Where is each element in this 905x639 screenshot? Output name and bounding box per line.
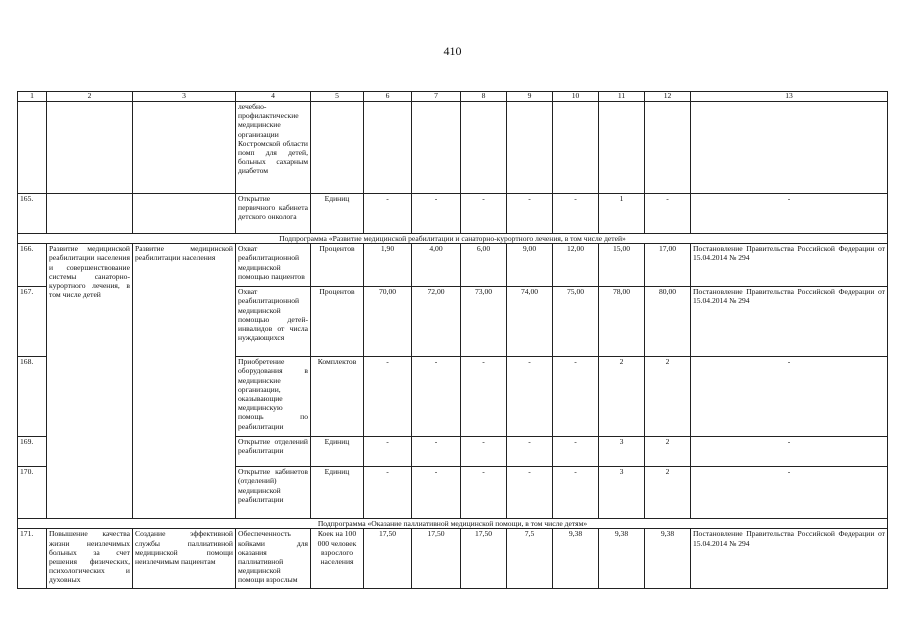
col-header: 10 [553,92,599,102]
value-cell: - [461,194,507,234]
value-cell: 1,90 [364,244,412,287]
value-cell: - [553,467,599,519]
value-cell: 6,00 [461,244,507,287]
legal-basis: Постановление Правительства Российской Федерации от 15.04.2014 № 294 [691,529,888,589]
unit: Единиц [311,467,364,519]
value-cell: 1 [599,194,645,234]
row-number: 165. [18,194,47,234]
task-text: Развитие медицинской реабилитации населения [133,244,236,519]
value-cell: - [412,437,461,467]
table-row [18,529,888,589]
value-cell: - [461,437,507,467]
value-cell: 75,00 [553,287,599,357]
unit: Комплектов [311,357,364,437]
value-cell: 17,50 [461,529,507,589]
legal-basis: - [691,437,888,467]
goal-text: Развитие медицинской реабилитации населения и совершенствование системы санаторно-курортного лечения, в том числе детей [47,244,133,519]
indicators-table [17,91,888,589]
value-cell: 80,00 [645,287,691,357]
col-header: 1 [18,92,47,102]
row-number: 169. [18,437,47,467]
value-cell: - [507,357,553,437]
value-cell: 9,38 [599,529,645,589]
row-number: 168. [18,357,47,437]
value-cell: - [364,357,412,437]
task-text: Создание эффективной службы паллиативной медицинской помощи неизлечимым пациентам [133,529,236,589]
legal-basis: Постановление Правительства Российской Федерации от 15.04.2014 № 294 [691,244,888,287]
value-cell: 74,00 [507,287,553,357]
table-row [18,244,888,287]
value-cell: - [461,357,507,437]
col-header: 11 [599,92,645,102]
value-cell: - [364,467,412,519]
page-number: 410 [443,44,462,58]
value-cell: 9,00 [507,244,553,287]
value-cell: 15,00 [599,244,645,287]
indicator-name: Обеспеченность койками для оказания паллиативной медицинской помощи взрослым [236,529,311,589]
col-header: 2 [47,92,133,102]
value-cell: - [507,467,553,519]
indicator-name: Охват реабилитационной медицинской помощью пациентов [236,244,311,287]
col-header: 13 [691,92,888,102]
indicator-name: лечебно-профилактические медицинские организации Костромской области помп для детей, больных сахарным диабетом [236,102,311,194]
indicator-name: Приобретение оборудования в медицинские организации, оказывающие медицинскую помощь по реабилитации [236,357,311,437]
value-cell: 70,00 [364,287,412,357]
table-row [18,194,888,234]
value-cell: 12,00 [553,244,599,287]
value-cell: - [412,194,461,234]
subprogram-row [18,519,888,529]
value-cell: 9,38 [553,529,599,589]
row-number: 170. [18,467,47,519]
value-cell: 3 [599,437,645,467]
col-header: 5 [311,92,364,102]
unit: Коек на 100 000 человек взрослого населения [311,529,364,589]
value-cell: - [364,437,412,467]
value-cell: - [507,194,553,234]
legal-basis: - [691,194,888,234]
table-row [18,102,888,194]
unit: Единиц [311,437,364,467]
indicator-name: Открытие отделений реабилитации [236,437,311,467]
col-header: 7 [412,92,461,102]
value-cell: - [553,437,599,467]
header-row [18,92,888,102]
value-cell: 9,38 [645,529,691,589]
value-cell: 17,00 [645,244,691,287]
value-cell: - [553,194,599,234]
value-cell: 17,50 [412,529,461,589]
value-cell: 17,50 [364,529,412,589]
value-cell: - [461,467,507,519]
col-header: 8 [461,92,507,102]
unit: Процентов [311,244,364,287]
value-cell: - [412,357,461,437]
subprogram-title: Подпрограмма «Развитие медицинской реабилитации и санаторно-курортного лечения, в том числе детей» [18,234,888,244]
row-number: 171. [18,529,47,589]
value-cell: - [553,357,599,437]
value-cell: 2 [645,357,691,437]
indicator-name: Открытие кабинетов (отделений) медицинской реабилитации [236,467,311,519]
value-cell: 2 [599,357,645,437]
unit: Единиц [311,194,364,234]
value-cell: 78,00 [599,287,645,357]
row-number: 166. [18,244,47,287]
value-cell: 73,00 [461,287,507,357]
goal-text: Повышение качества жизни неизлечимых больных за счет решения физических, психологических и духовных [47,529,133,589]
value-cell: - [645,194,691,234]
col-header: 3 [133,92,236,102]
value-cell: 2 [645,437,691,467]
value-cell: 3 [599,467,645,519]
subprogram-row [18,234,888,244]
indicator-name: Открытие первичного кабинета детского онколога [236,194,311,234]
col-header: 6 [364,92,412,102]
unit: Процентов [311,287,364,357]
row-number: 167. [18,287,47,357]
col-header: 9 [507,92,553,102]
legal-basis: Постановление Правительства Российской Федерации от 15.04.2014 № 294 [691,287,888,357]
value-cell: - [364,194,412,234]
subprogram-title: Подпрограмма «Оказание паллиативной медицинской помощи, в том числе детям» [18,519,888,529]
col-header: 12 [645,92,691,102]
value-cell: - [507,437,553,467]
value-cell: - [412,467,461,519]
legal-basis: - [691,357,888,437]
legal-basis: - [691,467,888,519]
col-header: 4 [236,92,311,102]
value-cell: 7,5 [507,529,553,589]
value-cell: 4,00 [412,244,461,287]
value-cell: 72,00 [412,287,461,357]
indicator-name: Охват реабилитационной медицинской помощью детей-инвалидов от числа нуждающихся [236,287,311,357]
value-cell: 2 [645,467,691,519]
